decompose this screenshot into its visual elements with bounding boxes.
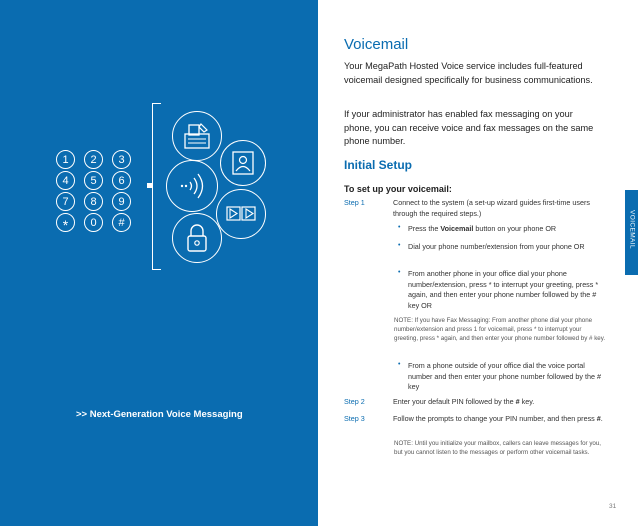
fax-icon xyxy=(172,111,222,161)
bullet-marker: • xyxy=(398,361,401,368)
bullet-1-text xyxy=(408,224,606,235)
mailbox-note: NOTE: Until you initialize your mailbox, callers can leave messages for you, but you cannot listen to the messages or perform other voicemail tasks. xyxy=(394,440,602,456)
page-number: 31 xyxy=(609,503,617,510)
setup-label: To set up your voicemail: xyxy=(344,184,452,194)
fax-intro-paragraph: If your administrator has enabled fax messaging on your phone, you can receive voice and fax messages on the same phone number. xyxy=(344,109,594,146)
keypad-key-star: * xyxy=(56,213,75,232)
keypad-key-1: 1 xyxy=(56,150,75,169)
bullet-1-post: button on your phone OR xyxy=(473,224,557,233)
page-title: Voicemail xyxy=(344,36,409,53)
bullet-marker: • xyxy=(398,224,401,231)
keypad-key-hash: # xyxy=(112,213,131,232)
voice-wave-icon xyxy=(166,160,218,212)
step-1-label: Step 1 xyxy=(344,198,365,207)
diagram-bracket xyxy=(152,103,161,270)
left-blue-panel xyxy=(0,0,318,526)
left-caption: >> Next-Generation Voice Messaging xyxy=(76,409,243,420)
bracket-connector-dot xyxy=(147,183,152,188)
voicemail-button-name: Voicemail xyxy=(440,224,474,233)
bullet-1-pre: Press the xyxy=(408,224,441,233)
step-2-pre: Enter your default PIN followed by the xyxy=(393,397,516,406)
step-2-post: key. xyxy=(519,397,535,406)
play-skip-icon xyxy=(216,189,266,239)
intro-paragraph: Your MegaPath Hosted Voice service includes full-featured voicemail designed specifically for business communications. xyxy=(344,61,593,85)
contact-card-icon xyxy=(220,140,266,186)
keypad-key-6: 6 xyxy=(112,171,131,190)
keypad-key-4: 4 xyxy=(56,171,75,190)
step-3-text xyxy=(393,414,605,425)
step-2-text xyxy=(393,397,605,408)
keypad-key-5: 5 xyxy=(84,171,103,190)
keypad-key-7: 7 xyxy=(56,192,75,211)
step-3-label: Step 3 xyxy=(344,414,365,423)
bullet-3-text: From another phone in your office dial your phone number/extension, press * to interrupt your greeting, press * again, and then enter your phone number followed by the # key OR xyxy=(408,269,599,310)
keypad-key-2: 2 xyxy=(84,150,103,169)
fax-messaging-note: NOTE: If you have Fax Messaging: From another phone dial your phone number/extension and press 1 for voicemail, press * to interrupt your greeting, press * again, and then enter your phone number followed by # key. xyxy=(394,317,606,342)
bullet-marker: • xyxy=(398,242,401,249)
step-3-post: . xyxy=(600,414,603,423)
step-2-label: Step 2 xyxy=(344,397,365,406)
step-3-pre: Follow the prompts to change your PIN number, and then press xyxy=(393,414,597,423)
step-1-text: Connect to the system (a set-up wizard guides first-time users through the required steps.) xyxy=(393,198,590,218)
bullet-2-text: Dial your phone number/extension from your phone OR xyxy=(408,242,585,251)
keypad-key-0: 0 xyxy=(84,213,103,232)
step-2-key: # xyxy=(515,397,520,406)
section-heading: Initial Setup xyxy=(344,158,413,172)
keypad-key-3: 3 xyxy=(112,150,131,169)
bullet-marker: • xyxy=(398,269,401,276)
keypad-key-8: 8 xyxy=(84,192,103,211)
side-tab-label: VOICEMAIL xyxy=(628,210,636,249)
step-3-key: # xyxy=(596,414,601,423)
keypad-key-9: 9 xyxy=(112,192,131,211)
lock-icon xyxy=(172,213,222,263)
bullet-4-text: From a phone outside of your office dial the voice portal number and then enter your phone number followed by the # key xyxy=(408,361,601,391)
side-tab xyxy=(625,0,638,526)
